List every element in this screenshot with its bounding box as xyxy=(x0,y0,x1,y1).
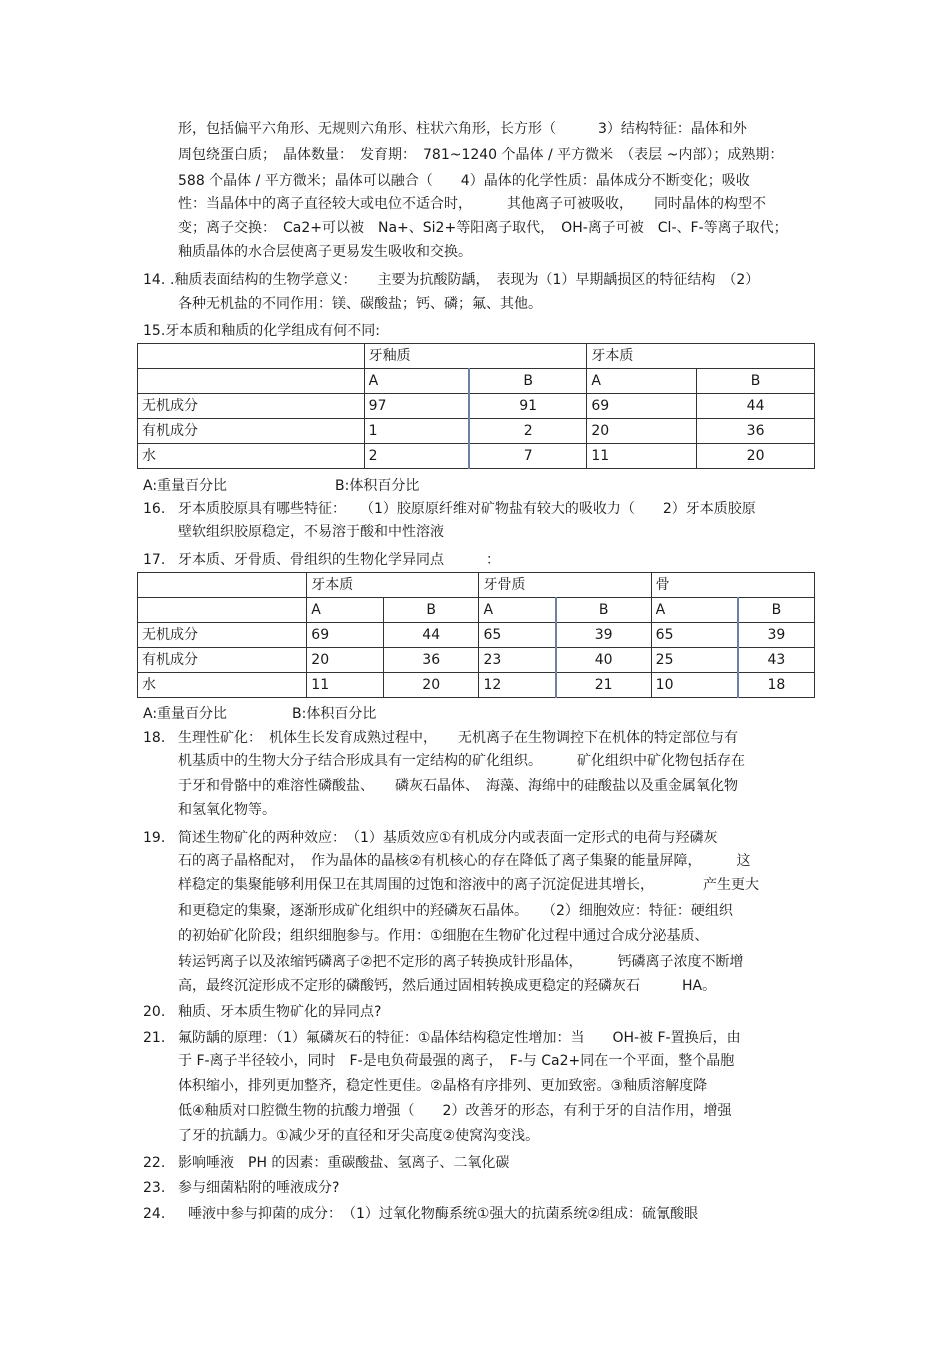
text-line: 于 F-离子半径较小，同时 F-是电负荷最强的离子， F-与 Ca2+同在一个平面，整个晶胞 xyxy=(178,1053,735,1069)
value-cell: 11 xyxy=(307,673,384,698)
value-cell: 43 xyxy=(738,648,815,673)
value-cell: 36 xyxy=(697,419,815,444)
value-cell: 44 xyxy=(697,394,815,419)
text-line: 的初始矿化阶段；组织细胞参与。作用：①细胞在生物矿化过程中通过合成分泌基质、 xyxy=(178,928,709,944)
text-line: 了牙的抗龋力。①减少牙的直径和牙尖高度②使窝沟变浅。 xyxy=(178,1128,540,1144)
item-number: 22. xyxy=(143,1155,166,1171)
text-line: 高，最终沉淀形成不定形的磷酸钙，然后通过固相转换成更稳定的羟磷灰石 HA。 xyxy=(178,978,717,994)
item-number: 16. xyxy=(143,501,166,517)
legend-a: A:重量百分比 xyxy=(143,706,228,722)
group-header: 骨 xyxy=(651,573,814,598)
row-label: 水 xyxy=(138,673,307,698)
row-label: 无机成分 xyxy=(138,394,365,419)
group-header: 牙本质 xyxy=(307,573,479,598)
value-cell: 18 xyxy=(738,673,815,698)
text-line: 低④釉质对口腔微生物的抗酸力增强（ 2）改善牙的形态，有利于牙的自洁作用，增强 xyxy=(178,1103,732,1119)
value-cell: 91 xyxy=(469,394,587,419)
value-cell: 97 xyxy=(364,394,469,419)
text-line: 形，包括偏平六角形、无规则六角形、柱状六角形，长方形（ 3）结构特征：晶体和外 xyxy=(178,121,747,137)
value-cell: 40 xyxy=(556,648,652,673)
text-line: 釉质、牙本质生物矿化的异同点? xyxy=(178,1004,382,1020)
header-empty-cell xyxy=(138,344,365,369)
question-title: 15.牙本质和釉质的化学组成有何不同: xyxy=(143,323,380,339)
text-line: 氟防龋的原理：（1）氟磷灰石的特征：①晶体结构稳定性增加：当 OH-被 F-置换后，由 xyxy=(178,1030,741,1046)
value-cell: 21 xyxy=(556,673,652,698)
item-number: 17. xyxy=(143,552,166,568)
value-cell: 36 xyxy=(383,648,479,673)
text-line: 周包绕蛋白质； 晶体数量： 发育期： 781~1240 个晶体 / 平方微米 （表层 ~内部）；成熟期： xyxy=(178,147,784,163)
group-header: 牙釉质 xyxy=(364,344,587,369)
value-cell: 20 xyxy=(383,673,479,698)
text-line: 转运钙离子以及浓缩钙磷离子②把不定形的离子转换成针形晶体， 钙磷离子浓度不断增 xyxy=(178,954,744,970)
item-number: 23. xyxy=(143,1180,166,1196)
text-line: 变；离子交换： Ca2+可以被 Na+、Si2+等阳离子取代， OH-离子可被 Cl-、F-等离子取代； xyxy=(178,220,788,236)
value-cell: 10 xyxy=(651,673,738,698)
legend-b: B:体积百分比 xyxy=(335,478,420,494)
value-cell: 39 xyxy=(738,623,815,648)
group-header: 牙本质 xyxy=(587,344,815,369)
text-line: 壁软组织胶原稳定，不易溶于酸和中性溶液 xyxy=(178,524,444,540)
text-line: .釉质表面结构的生物学意义： 主要为抗酸防龋， 表现为（1）早期龋损区的特征结构 （2） xyxy=(170,272,760,288)
group-header: 牙骨质 xyxy=(479,573,651,598)
text-line: 588 个晶体 / 平方微米；晶体可以融合（ 4）晶体的化学性质：晶体成分不断变化；吸收 xyxy=(178,173,750,189)
subheader-cell: B xyxy=(383,598,479,623)
question-title: 牙本质、牙骨质、骨组织的生物化学异同点 ： xyxy=(178,552,500,568)
text-line: 牙本质胶原具有哪些特征： （1）胶原原纤维对矿物盐有较大的吸收力（ 2）牙本质胶原 xyxy=(178,501,756,517)
item-number: 24. xyxy=(143,1206,166,1222)
subheader-cell: B xyxy=(556,598,652,623)
text-line: 和氢氧化物等。 xyxy=(178,802,276,818)
row-label: 水 xyxy=(138,444,365,469)
subheader-cell: A xyxy=(479,598,556,623)
text-line: 各种无机盐的不同作用：镁、碳酸盐；钙、磷；氟、其他。 xyxy=(178,296,542,312)
text-line: 性：当晶体中的离子直径较大或电位不适合时， 其他离子可被吸收， 同时晶体的构型不 xyxy=(178,196,766,212)
subheader-cell: A xyxy=(307,598,384,623)
subheader-empty-cell xyxy=(138,598,307,623)
text-line: 于牙和骨骼中的难溶性磷酸盐、 磷灰石晶体、 海藻、海绵中的硅酸盐以及重金属氧化物 xyxy=(178,778,738,794)
subheader-cell: A xyxy=(364,369,469,394)
text-line: 样稳定的集聚能够利用保卫在其周围的过饱和溶液中的离子沉淀促进其增长， 产生更大 xyxy=(178,877,759,893)
value-cell: 69 xyxy=(307,623,384,648)
value-cell: 2 xyxy=(364,444,469,469)
text-line: 体积缩小，排列更加整齐，稳定性更佳。②晶格有序排列、更加致密。③釉质溶解度降 xyxy=(178,1078,708,1094)
text-line: 釉质晶体的水合层使离子更易发生吸收和交换。 xyxy=(178,244,472,260)
value-cell: 44 xyxy=(383,623,479,648)
text-line: 和更稳定的集聚，逐渐形成矿化组织中的羟磷灰石晶体。 （2）细胞效应：特征：硬组织 xyxy=(178,903,733,919)
text-line: 简述生物矿化的两种效应： （1）基质效应①有机成分内或表面一定形式的电荷与羟磷灰 xyxy=(178,830,718,846)
value-cell: 1 xyxy=(364,419,469,444)
item-number: 20. xyxy=(143,1004,166,1020)
subheader-cell: A xyxy=(651,598,738,623)
subheader-empty-cell xyxy=(138,369,365,394)
item-number: 21. xyxy=(143,1030,166,1046)
value-cell: 65 xyxy=(479,623,556,648)
value-cell: 20 xyxy=(307,648,384,673)
value-cell: 12 xyxy=(479,673,556,698)
text-line: 参与细菌粘附的唾液成分? xyxy=(178,1180,340,1196)
legend-a: A:重量百分比 xyxy=(143,478,228,494)
value-cell: 20 xyxy=(587,419,697,444)
value-cell: 25 xyxy=(651,648,738,673)
enamel-dentin-composition-table xyxy=(137,343,815,469)
value-cell: 2 xyxy=(469,419,587,444)
subheader-cell: B xyxy=(697,369,815,394)
value-cell: 20 xyxy=(697,444,815,469)
value-cell: 39 xyxy=(556,623,652,648)
row-label: 无机成分 xyxy=(138,623,307,648)
row-label: 有机成分 xyxy=(138,648,307,673)
value-cell: 7 xyxy=(469,444,587,469)
value-cell: 65 xyxy=(651,623,738,648)
dentin-cementum-bone-table xyxy=(137,572,815,698)
subheader-cell: A xyxy=(587,369,697,394)
text-line: 机基质中的生物大分子结合形成具有一定结构的矿化组织。 矿化组织中矿化物包括存在 xyxy=(178,753,745,769)
header-empty-cell xyxy=(138,573,307,598)
text-line: 石的离子晶格配对， 作为晶体的晶核②有机核心的存在降低了离子集聚的能量屏障， 这 xyxy=(178,853,751,869)
legend-b: B:体积百分比 xyxy=(292,706,377,722)
item-number: 18. xyxy=(143,730,166,746)
value-cell: 23 xyxy=(479,648,556,673)
text-line: 生理性矿化： 机体生长发育成熟过程中， 无机离子在生物调控下在机体的特定部位与有 xyxy=(178,730,738,746)
row-label: 有机成分 xyxy=(138,419,365,444)
item-number: 14. xyxy=(143,272,166,288)
subheader-cell: B xyxy=(469,369,587,394)
value-cell: 69 xyxy=(587,394,697,419)
item-number: 19. xyxy=(143,830,166,846)
value-cell: 11 xyxy=(587,444,697,469)
text-line: 唾液中参与抑菌的成分： （1）过氧化物酶系统①强大的抗菌系统②组成：硫氰酸眼 xyxy=(188,1206,699,1222)
text-line: 影响唾液 PH 的因素：重碳酸盐、氢离子、二氧化碳 xyxy=(178,1155,510,1171)
subheader-cell: B xyxy=(738,598,815,623)
